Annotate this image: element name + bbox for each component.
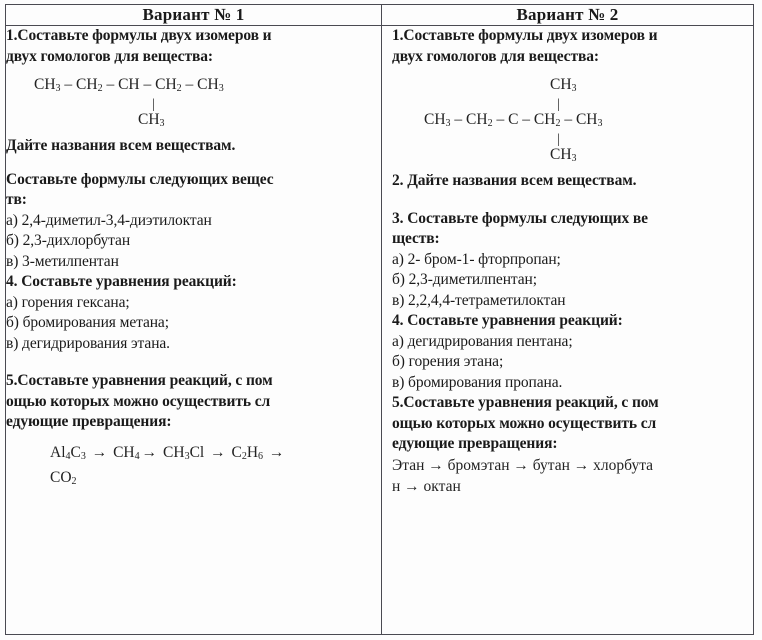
table-header-row xyxy=(6,5,754,26)
v1-q4-item-b: б) бромирования метана; xyxy=(6,314,169,331)
v2-q4-item-b: б) горения этана; xyxy=(392,353,504,370)
v2-q4-title: 4. Составьте уравнения реакций: xyxy=(392,312,623,329)
v1-structural-formula xyxy=(6,76,381,132)
spacer xyxy=(392,192,753,209)
v2-formula-main-chain: $CH_3 - CH_2$ – C – $CH_2 - CH_3$ xyxy=(424,111,603,129)
v2-q5-transformation-line2: н → октан xyxy=(392,478,461,495)
v2-formula-bottom-bond: | xyxy=(557,132,560,147)
v2-formula-bottom-branch: $CH_3$ xyxy=(550,146,577,164)
v2-q4-item-v: в) бромирования пропана. xyxy=(392,373,563,391)
v2-q2-title: 2. Дайте названия всем веществам. xyxy=(392,172,637,189)
v2-formula-top-branch: $CH_3$ xyxy=(550,76,577,94)
v1-q1-line1: 1.Составьте формулы двух изомеров и xyxy=(6,27,272,44)
v1-q1-line2: двух гомологов для вещества: xyxy=(6,47,213,65)
v2-structural-formula xyxy=(392,76,753,167)
v1-q3-line2: тв: xyxy=(6,191,27,208)
v2-q3-item-a: а) 2- бром-1- фторпропан; xyxy=(392,250,561,268)
v1-q4-title: 4. Составьте уравнения реакций: xyxy=(6,273,237,290)
cell-variant-1 xyxy=(6,26,382,635)
v1-q4-item-v: в) дегидрирования этана. xyxy=(6,334,170,352)
v2-q5-transformation-line1: Этан → бромэтан → бутан → хлорбута xyxy=(392,456,654,474)
v2-q3-line2: ществ: xyxy=(392,230,440,247)
v1-q5-line2: ощью которых можно осуществить сл xyxy=(6,392,271,410)
v1-q4-item-a: а) горения гексана; xyxy=(6,293,130,311)
spacer xyxy=(6,354,381,371)
v1-q3-item-v: в) 3-метилпентан xyxy=(6,252,119,270)
v2-q3-item-v: в) 2,2,4,4-тетраметилоктан xyxy=(392,291,566,309)
variants-table xyxy=(5,4,754,635)
v1-q3-item-b: б) 2,3-дихлорбутан xyxy=(6,232,131,249)
v1-formula-bond: | xyxy=(152,97,155,112)
v2-q3-line1: 3. Составьте формулы следующих ве xyxy=(392,209,648,227)
v2-q4-item-a: а) дегидрирования пентана; xyxy=(392,332,573,350)
v1-q5-transformation-chain: $Al_4C_3 \to CH_4 \to CH_3Cl \to C_2H_6$ → $CO_2$ xyxy=(50,443,285,487)
v1-formula-branch: $CH_3$ xyxy=(138,111,165,129)
v2-q3-item-b: б) 2,3-диметилпентан; xyxy=(392,271,537,288)
v2-q1-line2: двух гомологов для вещества: xyxy=(392,47,599,65)
v2-q5-line3: едующие превращения: xyxy=(392,435,558,452)
v1-q3-item-a: а) 2,4-диметил-3,4-диэтилоктан xyxy=(6,211,212,229)
column-header-variant-2: Вариант № 2 xyxy=(382,5,754,26)
table-body-row xyxy=(6,26,754,635)
v1-q1-tail: Дайте названия всем веществам. xyxy=(6,137,236,154)
v2-formula-top-bond: | xyxy=(557,97,560,112)
v1-q5-line3: едующие превращения: xyxy=(6,413,172,430)
v1-q5-line1: 5.Составьте уравнения реакций, с пом xyxy=(6,372,273,389)
spacer xyxy=(6,157,381,170)
v2-q1-line1: 1.Составьте формулы двух изомеров и xyxy=(392,27,658,44)
v2-q5-line1: 5.Составьте уравнения реакций, с пом xyxy=(392,394,659,411)
v2-q5-line2: ощью которых можно осуществить сл xyxy=(392,414,657,432)
v1-q3-line1: Составьте формулы следующих вещес xyxy=(6,170,274,188)
column-header-variant-1: Вариант № 1 xyxy=(6,5,382,26)
cell-variant-2 xyxy=(382,26,754,635)
v1-formula-main-chain: $CH_3 - CH_2$ – CH – $CH_2 - CH_3$ xyxy=(34,76,224,94)
